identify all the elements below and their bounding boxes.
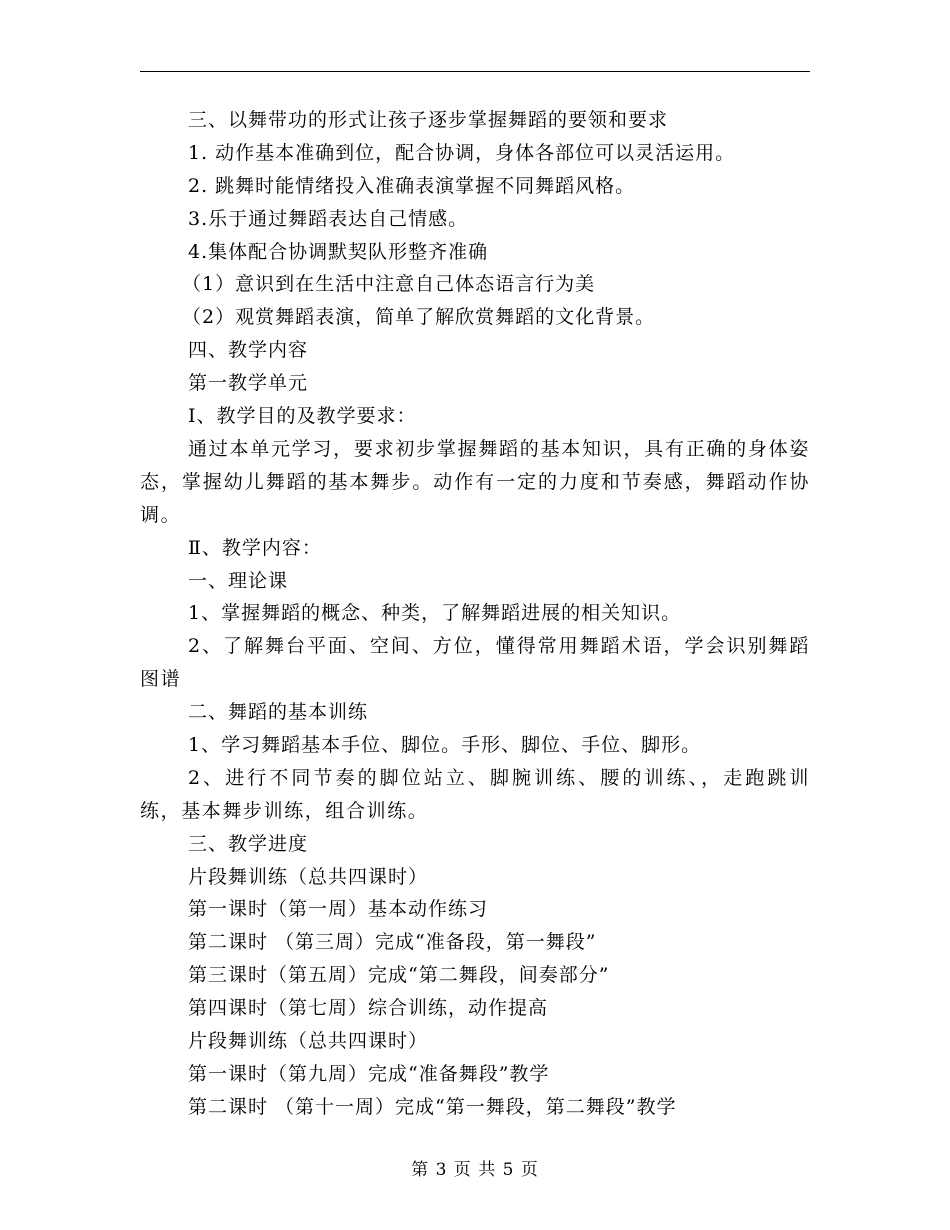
goal-item-4: 4.集体配合协调默契队形整齐准确 <box>188 240 489 263</box>
training-item-2: 2、进行不同节奏的脚位站立、脚腕训练、腰的训练、，走跑跳训练，基本舞步训练，组合训练。 <box>140 766 810 822</box>
schedule-item: 第二课时 （第十一周）完成“第一舞段，第二舞段”教学 <box>188 1095 677 1118</box>
training-item-1: 1、学习舞蹈基本手位、脚位。手形、脚位、手位、脚形。 <box>188 734 702 756</box>
goal-subitem-2: （2）观赏舞蹈表演，简单了解欣赏舞蹈的文化背景。 <box>182 306 656 329</box>
theory-heading: 一、理论课 <box>188 569 289 592</box>
schedule-group-1-title: 片段舞训练（总共四课时） <box>188 865 429 888</box>
subheading-teaching-content: Ⅱ、教学内容： <box>188 536 322 559</box>
schedule-item: 第三课时（第五周）完成“第二舞段，间奏部分” <box>188 964 610 987</box>
page-number: 第 3 页 共 5 页 <box>411 1160 539 1180</box>
schedule-heading: 三、教学进度 <box>188 832 309 855</box>
schedule-item: 第一课时（第一周）基本动作练习 <box>188 898 489 921</box>
goal-item-3: 3.乐于通过舞蹈表达自己情感。 <box>188 207 469 230</box>
header-rule <box>140 71 810 72</box>
theory-item-1: 1、掌握舞蹈的概念、种类，了解舞蹈进展的相关知识。 <box>188 602 682 625</box>
section-heading-content: 四、教学内容 <box>188 339 309 362</box>
schedule-group-2-title: 片段舞训练（总共四课时） <box>188 1030 429 1053</box>
goal-item-2: 2. 跳舞时能情绪投入准确表演掌握不同舞蹈风格。 <box>188 174 636 197</box>
schedule-item: 第一课时（第九周）完成“准备舞段”教学 <box>188 1062 550 1085</box>
schedule-item: 第二课时 （第三周）完成“准备段，第一舞段” <box>188 931 597 954</box>
training-heading: 二、舞蹈的基本训练 <box>188 701 369 724</box>
goal-item-1: 1. 动作基本准确到位，配合协调，身体各部位可以灵活运用。 <box>188 141 736 164</box>
schedule-item: 第四课时（第七周）综合训练，动作提高 <box>188 997 549 1020</box>
goal-subitem-1: （1）意识到在生活中注意自己体态语言行为美 <box>182 273 596 296</box>
document-body <box>140 104 810 1124</box>
objectives-paragraph: 通过本单元学习，要求初步掌握舞蹈的基本知识，具有正确的身体姿态，掌握幼儿舞蹈的基本舞步。动作有一定的力度和节奏感，舞蹈动作协调。 <box>140 437 810 526</box>
section-heading-goals: 三、以舞带功的形式让孩子逐步掌握舞蹈的要领和要求 <box>188 109 669 131</box>
subheading-objectives: Ⅰ、教学目的及教学要求： <box>188 405 417 428</box>
unit-title: 第一教学单元 <box>188 372 309 395</box>
theory-item-2: 2、了解舞台平面、空间、方位，懂得常用舞蹈术语，学会识别舞蹈图谱 <box>140 635 810 691</box>
